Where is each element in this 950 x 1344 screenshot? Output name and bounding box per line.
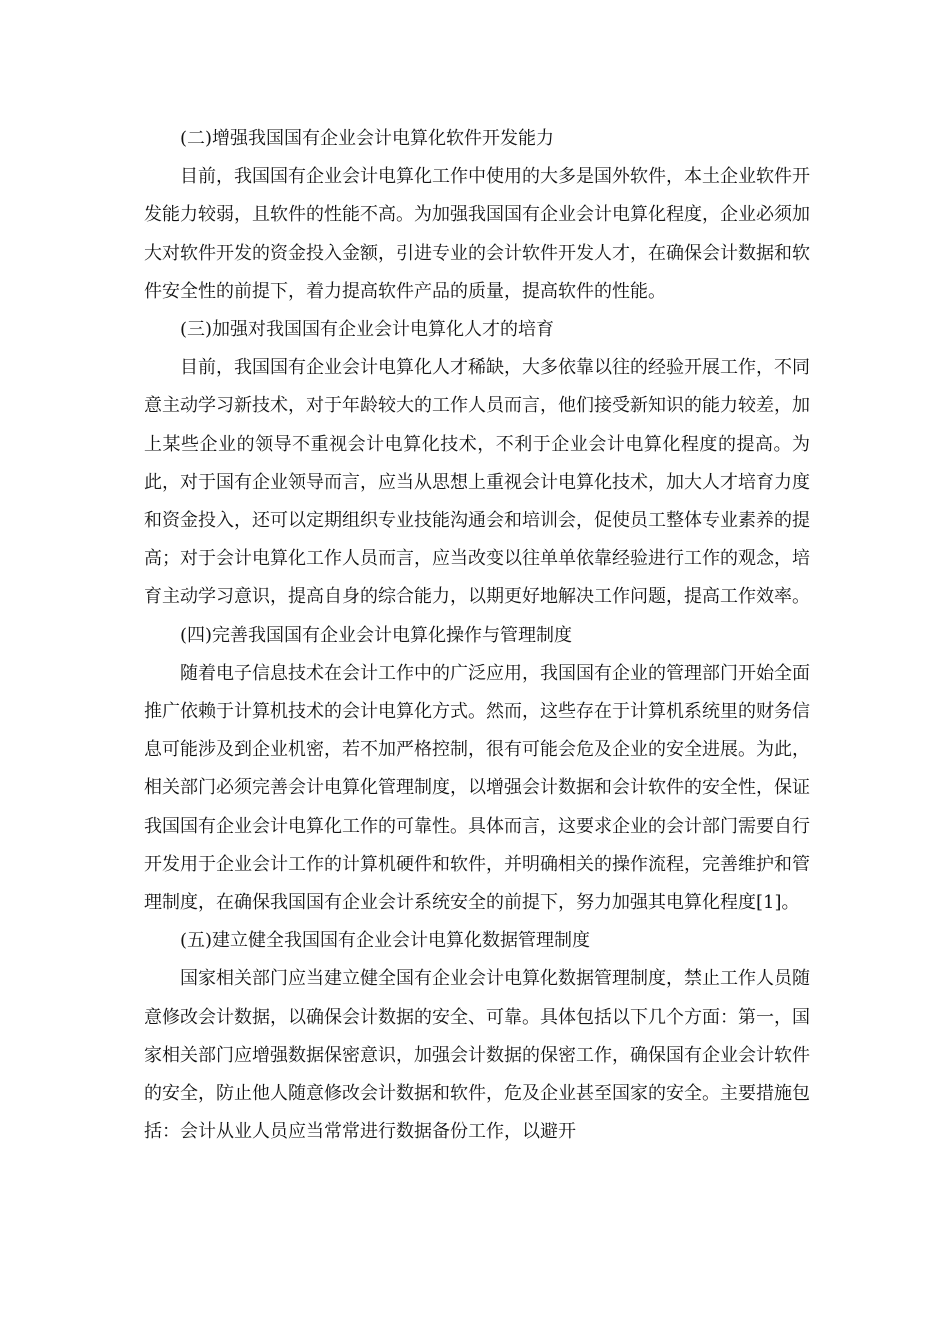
section-paragraph-2: 目前，我国国有企业会计电算化工作中使用的大多是国外软件，本土企业软件开发能力较弱，且软件的性能不高。为加强我国国有企业会计电算化程度，企业必须加大对软件开发的资金投入金额，引进专业的会计软件开发人才，在确保会计数据和软件安全性的前提下，着力提高软件产品的质量，提高软件的性能。 (144, 166, 810, 302)
section-heading-3: (三)加强对我国国有企业会计电算化人才的培育 (180, 319, 555, 341)
section-paragraph-4: 随着电子信息技术在会计工作中的广泛应用，我国国有企业的管理部门开始全面推广依赖于计算机技术的会计电算化方式。然而，这些存在于计算机系统里的财务信息可能涉及到企业机密，若不加严格控制，很有可能会危及企业的安全进展。为此，相关部门必须完善会计电算化管理制度，以增强会计数据和会计软件的安全性，保证我国国有企业会计电算化工作的可靠性。具体而言，这要求企业的会计部门需要自行开发用于企业会计工作的计算机硬件和软件，并明确相关的操作流程，完善维护和管理制度，在确保我国国有企业会计系统安全的前提下，努力加强其电算化程度[1]。 (144, 662, 810, 914)
section-heading-4: (四)完善我国国有企业会计电算化操作与管理制度 (180, 624, 573, 646)
section-paragraph-3: 目前，我国国有企业会计电算化人才稀缺，大多依靠以往的经验开展工作，不同意主动学习新技术，对于年龄较大的工作人员而言，他们接受新知识的能力较差，加上某些企业的领导不重视会计电算化技术，不利于企业会计电算化程度的提高。为此，对于国有企业领导而言，应当从思想上重视会计电算化技术，加大人才培育力度和资金投入，还可以定期组织专业技能沟通会和培训会，促使员工整体专业素养的提高；对于会计电算化工作人员而言，应当改变以往单单依靠经验进行工作的观念，培育主动学习意识，提高自身的综合能力，以期更好地解决工作问题，提高工作效率。 (144, 357, 810, 608)
section-paragraph-5: 国家相关部门应当建立健全国有企业会计电算化数据管理制度，禁止工作人员随意修改会计数据，以确保会计数据的安全、可靠。具体包括以下几个方面：第一，国家相关部门应增强数据保密意识，加强会计数据的保密工作，确保国有企业会计软件的安全，防止他人随意修改会计数据和软件，危及企业甚至国家的安全。主要措施包括：会计从业人员应当常常进行数据备份工作，以避开 (144, 968, 810, 1143)
section-heading-2: (二)增强我国国有企业会计电算化软件开发能力 (180, 128, 555, 149)
section-heading-5: (五)建立健全我国国有企业会计电算化数据管理制度 (180, 930, 591, 952)
document-body (144, 120, 810, 1151)
